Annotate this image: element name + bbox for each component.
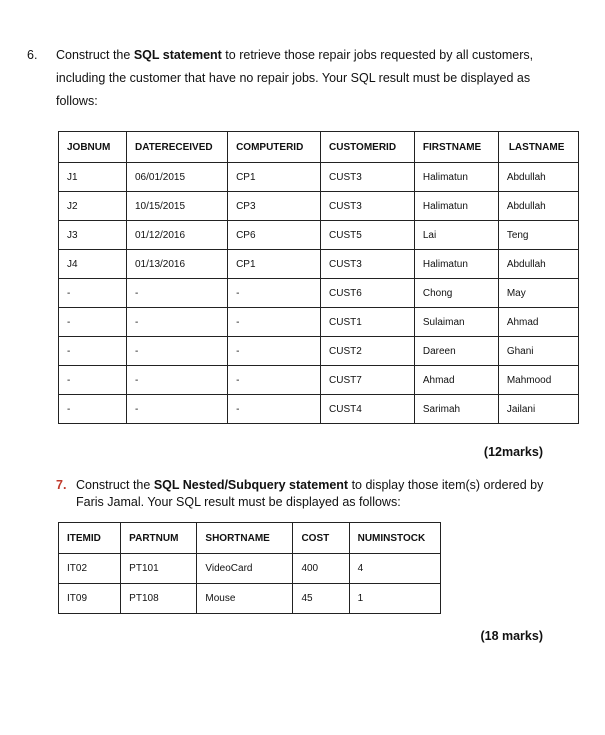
- table-cell: 400: [293, 554, 349, 584]
- question-6: [27, 44, 557, 113]
- table-cell: 45: [293, 584, 349, 614]
- column-header: JOBNUM: [59, 132, 127, 163]
- table-row: [59, 584, 441, 614]
- table-cell: Jailani: [498, 395, 578, 424]
- table-header-row: [59, 523, 441, 554]
- repair-jobs-result-table: [58, 131, 579, 424]
- table-cell: -: [127, 366, 228, 395]
- table-cell: VideoCard: [197, 554, 293, 584]
- table-cell: Mouse: [197, 584, 293, 614]
- table-cell: IT09: [59, 584, 121, 614]
- table-cell: PT108: [121, 584, 197, 614]
- question-6-number: 6.: [27, 48, 38, 62]
- table-row: [59, 250, 579, 279]
- table-cell: J2: [59, 192, 127, 221]
- question-7-marks: (18 marks): [480, 629, 543, 643]
- table-row: [59, 279, 579, 308]
- table-cell: -: [59, 279, 127, 308]
- table-row: [59, 192, 579, 221]
- table-cell: Ahmad: [414, 366, 498, 395]
- table-cell: Teng: [498, 221, 578, 250]
- table-cell: 4: [349, 554, 440, 584]
- table-cell: Abdullah: [498, 250, 578, 279]
- table-row: [59, 163, 579, 192]
- table-cell: 01/12/2016: [127, 221, 228, 250]
- table-cell: -: [59, 337, 127, 366]
- table-cell: 1: [349, 584, 440, 614]
- column-header: ITEMID: [59, 523, 121, 554]
- table-cell: J4: [59, 250, 127, 279]
- table-cell: Ahmad: [498, 308, 578, 337]
- items-result-table: [58, 522, 441, 614]
- column-header: FIRSTNAME: [414, 132, 498, 163]
- column-header: COMPUTERID: [228, 132, 321, 163]
- table-cell: CUST4: [321, 395, 415, 424]
- table-cell: Halimatun: [414, 163, 498, 192]
- table-cell: Sulaiman: [414, 308, 498, 337]
- table-cell: Dareen: [414, 337, 498, 366]
- table-cell: CUST7: [321, 366, 415, 395]
- table-cell: -: [127, 337, 228, 366]
- table-cell: IT02: [59, 554, 121, 584]
- table-cell: 01/13/2016: [127, 250, 228, 279]
- table-cell: 10/15/2015: [127, 192, 228, 221]
- table-cell: -: [59, 366, 127, 395]
- table-cell: CUST3: [321, 250, 415, 279]
- table-cell: CUST5: [321, 221, 415, 250]
- table-cell: -: [127, 395, 228, 424]
- table-cell: -: [228, 308, 321, 337]
- question-7: [56, 477, 556, 511]
- table-row: [59, 308, 579, 337]
- table-header-row: [59, 132, 579, 163]
- table-cell: Chong: [414, 279, 498, 308]
- question-6-text: [56, 44, 557, 113]
- table-cell: 06/01/2015: [127, 163, 228, 192]
- table-row: [59, 337, 579, 366]
- table-cell: -: [127, 308, 228, 337]
- table-cell: -: [228, 395, 321, 424]
- table-row: [59, 221, 579, 250]
- table-cell: Abdullah: [498, 192, 578, 221]
- table-cell: CUST2: [321, 337, 415, 366]
- table-cell: J1: [59, 163, 127, 192]
- table-cell: -: [59, 308, 127, 337]
- question-6-marks: (12marks): [483, 445, 543, 459]
- table-cell: -: [228, 279, 321, 308]
- question-7-text-start: Construct the: [76, 478, 154, 492]
- table-cell: Sarimah: [414, 395, 498, 424]
- question-7-text-end: to display those item(s) ordered by Faris Jamal. Your SQL result must be displayed as follows:: [76, 478, 544, 509]
- table-cell: -: [59, 395, 127, 424]
- table-cell: Abdullah: [498, 163, 578, 192]
- table-cell: Halimatun: [414, 192, 498, 221]
- question-6-text-end: to retrieve those repair jobs requested by all customers, including the customer that have no repair jobs. Your SQL result must be displayed as follows:: [56, 48, 534, 108]
- column-header: NUMINSTOCK: [349, 523, 440, 554]
- table-cell: CP1: [228, 250, 321, 279]
- question-7-number: 7.: [56, 478, 67, 492]
- column-header: COST: [293, 523, 349, 554]
- table-cell: Mahmood: [498, 366, 578, 395]
- table-cell: -: [228, 366, 321, 395]
- column-header: CUSTOMERID: [321, 132, 415, 163]
- table-cell: CP1: [228, 163, 321, 192]
- table-row: [59, 366, 579, 395]
- table-cell: CP3: [228, 192, 321, 221]
- table-row: [59, 554, 441, 584]
- table-cell: Ghani: [498, 337, 578, 366]
- column-header: SHORTNAME: [197, 523, 293, 554]
- table-cell: CUST6: [321, 279, 415, 308]
- column-header: DATERECEIVED: [127, 132, 228, 163]
- table-cell: CP6: [228, 221, 321, 250]
- table-cell: Lai: [414, 221, 498, 250]
- column-header: LASTNAME: [498, 132, 578, 163]
- question-6-bold-term: SQL statement: [133, 48, 222, 62]
- table-cell: -: [127, 279, 228, 308]
- table-cell: -: [228, 337, 321, 366]
- table-row: [59, 395, 579, 424]
- question-7-text: [76, 477, 556, 511]
- question-6-text-start: Construct the: [56, 48, 134, 62]
- table-cell: May: [498, 279, 578, 308]
- table-cell: Halimatun: [414, 250, 498, 279]
- table-cell: CUST3: [321, 163, 415, 192]
- column-header: PARTNUM: [121, 523, 197, 554]
- table-cell: CUST1: [321, 308, 415, 337]
- table-cell: J3: [59, 221, 127, 250]
- question-7-bold-term: SQL Nested/Subquery statement: [153, 478, 349, 492]
- table-cell: PT101: [121, 554, 197, 584]
- table-cell: CUST3: [321, 192, 415, 221]
